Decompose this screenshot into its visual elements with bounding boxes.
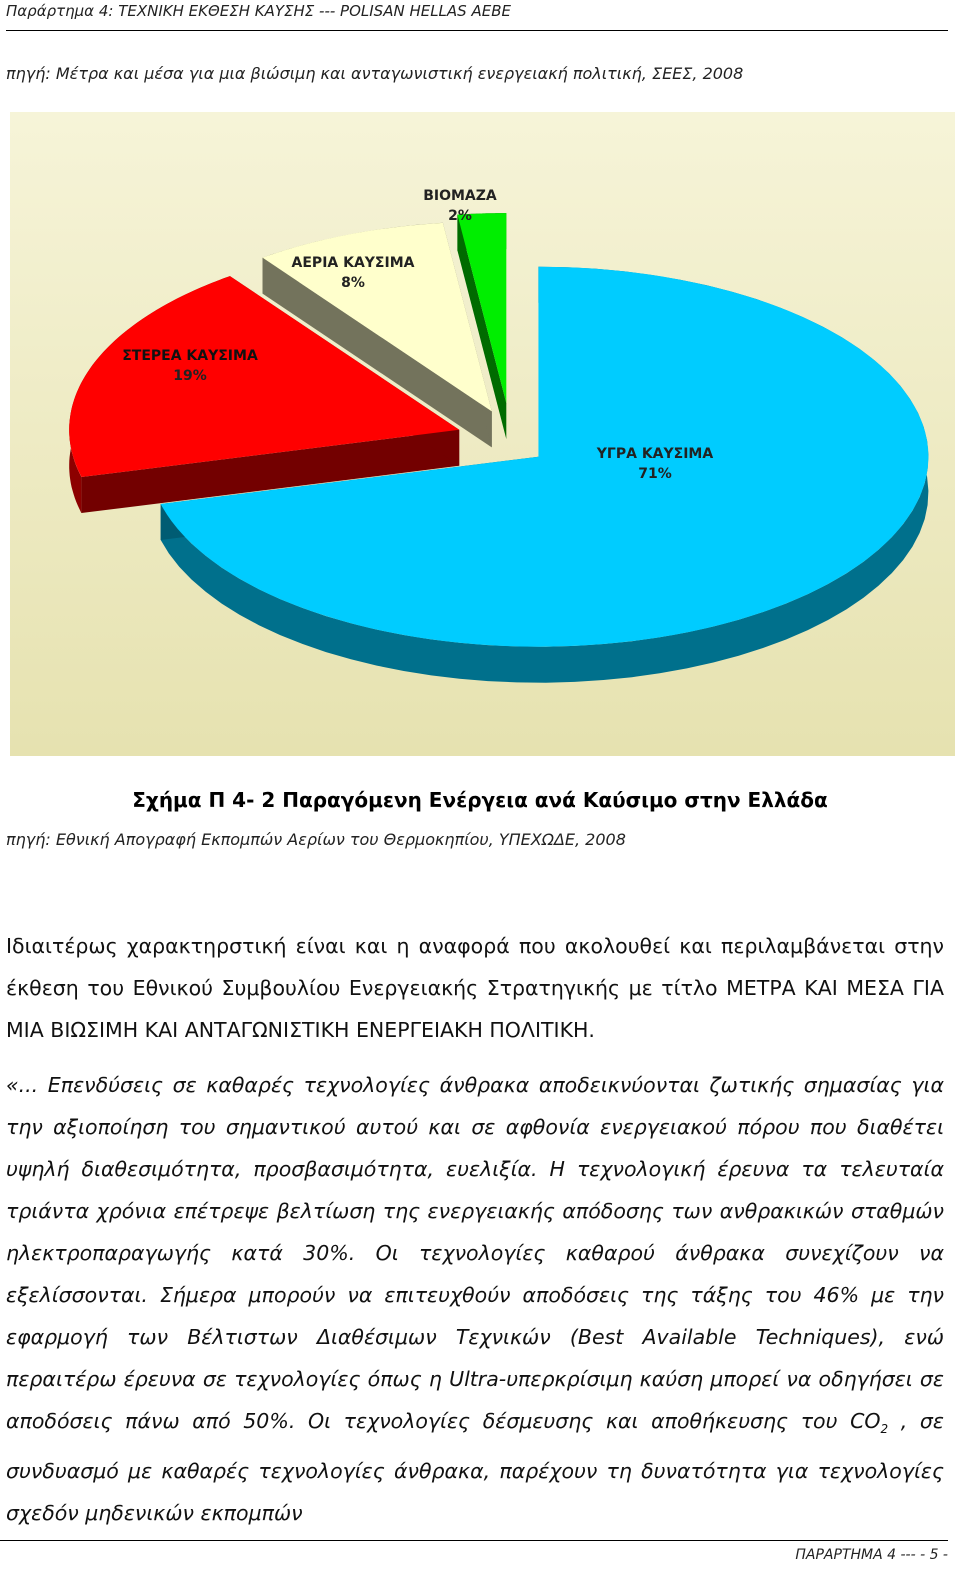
page-footer: ΠΑΡΑΡΤΗΜΑ 4 --- - 5 - — [0, 1540, 948, 1563]
source-note-bottom: πηγή: Εθνική Απογραφή Εκπομπών Αερίων του Θερμοκηπίου, ΥΠΕΧΩΔΕ, 2008 — [6, 830, 626, 849]
page-header: Παράρτημα 4: ΤΕΧΝΙΚΗ ΕΚΘΕΣΗ ΚΑΥΣΗΣ --- POLISAN HELLAS AEBE — [6, 0, 948, 31]
pie-chart-svg — [10, 112, 955, 756]
co2-subscript: 2 — [880, 1422, 889, 1437]
source-note-top: πηγή: Μέτρα και μέσα για μια βιώσιμη και ανταγωνιστική ενεργειακή πολιτική, ΣΕΕΣ, 2008 — [6, 64, 744, 83]
slice-name-label: ΣΤΕΡΕΑ ΚΑΥΣΙΜΑ — [122, 348, 258, 364]
quote-text-part-2: , σε συνδυασμό με καθαρές τεχνολογίες άνθρακα, παρέχουν τη δυνατότητα για τεχνολογίες σχεδόν μηδενικών εκπομπών — [6, 1409, 944, 1526]
slice-value-label: 19% — [173, 368, 207, 384]
slice-name-label: ΑΕΡΙΑ ΚΑΥΣΙΜΑ — [291, 255, 415, 271]
body-paragraph-quote — [6, 1064, 944, 1534]
slice-value-label: 2% — [448, 208, 472, 224]
slice-name-label: ΥΓΡΑ ΚΑΥΣΙΜΑ — [596, 446, 714, 462]
slice-name-label: ΒΙΟΜΑΖΑ — [423, 188, 497, 204]
slice-value-label: 71% — [638, 466, 672, 482]
figure-caption: Σχήμα Π 4- 2 Παραγόμενη Ενέργεια ανά Καύσιμο στην Ελλάδα — [132, 788, 828, 812]
pie-chart — [10, 112, 955, 756]
quote-text-part-1: «... Επενδύσεις σε καθαρές τεχνολογίες άνθρακα αποδεικνύονται ζωτικής σημασίας για την αξιοποίηση του σημαντικού αυτού και σε αφθονία ενεργειακού πόρου που διαθέτει υψηλή διαθεσιμότητα, προσβασιμότητα, ευελιξία. Η τεχνολογική έρευνα τα τελευταία τριάντα χρόνια επέτρεψε βελτίωση της ενεργειακής απόδοσης των ανθρακικών σταθμών ηλεκτροπαραγωγής κατά 30%. Οι τεχνολογίες καθαρού άνθρακα συνεχίζουν να εξελίσσονται. Σήμερα μπορούν να επιτευχθούν αποδόσεις της τάξης του 46% με την εφαρμογή των Βέλτιστων Διαθέσιμων Τεχνικών (Best Available Techniques), ενώ περαιτέρω έρευνα σε τεχνολογίες όπως η Ultra-υπερκρίσιμη καύση μπορεί να οδηγήσει σε αποδόσεις πάνω από 50%. Οι τεχνολογίες δέσμευσης και αποθήκευσης του CO — [6, 1073, 944, 1433]
slice-value-label: 8% — [341, 275, 365, 291]
body-paragraph-1: Ιδιαιτέρως χαρακτηρστική είναι και η αναφορά που ακολουθεί και περιλαμβάνεται στην έκθεση του Εθνικού Συμβουλίου Ενεργειακής Στρατηγικής με τίτλο ΜΕΤΡΑ ΚΑΙ ΜΕΣΑ ΓΙΑ ΜΙΑ ΒΙΩΣΙΜΗ ΚΑΙ ΑΝΤΑΓΩΝΙΣΤΙΚΗ ΕΝΕΡΓΕΙΑΚΗ ΠΟΛΙΤΙΚΗ. — [6, 934, 944, 1042]
